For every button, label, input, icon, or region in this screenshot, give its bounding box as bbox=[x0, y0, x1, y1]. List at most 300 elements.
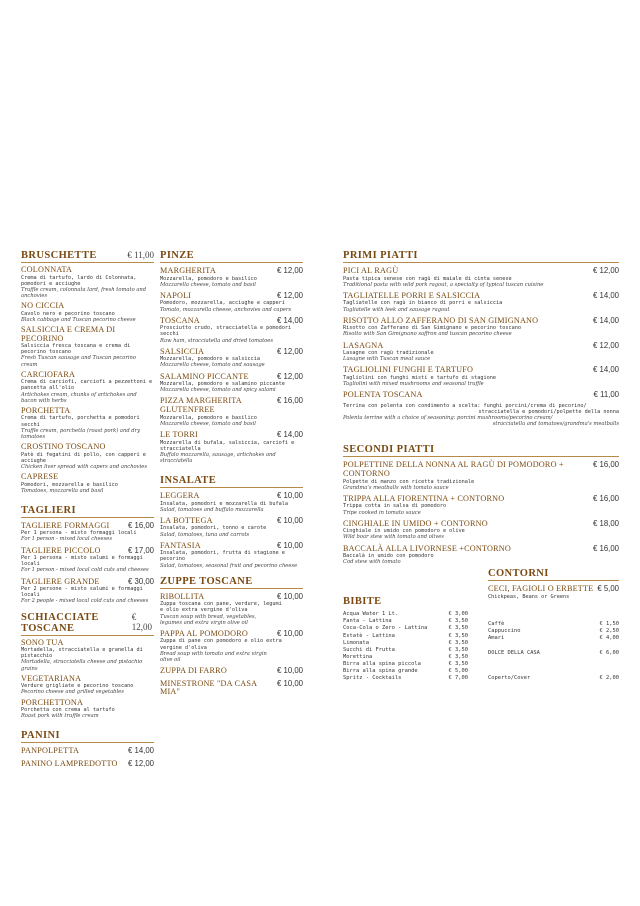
secondi-item-desc: Polpette di manzo con ricetta tradizionale bbox=[343, 478, 475, 485]
zuppe-item-row bbox=[160, 679, 303, 697]
bibite-row bbox=[343, 654, 468, 661]
zuppe-item-price: € 10,00 bbox=[276, 591, 303, 601]
panini-item-name: PANINO LAMPREDOTTO bbox=[21, 759, 118, 769]
pinze-item-row bbox=[160, 372, 303, 382]
pinze-item-desc-en: Mozzarella cheese, tomato and spicy salami bbox=[160, 387, 276, 394]
contorni-item-name: CECI, FAGIOLI O ERBETTE bbox=[488, 584, 594, 594]
schiacciate-item-row bbox=[21, 699, 154, 708]
dolce-row bbox=[488, 650, 619, 657]
bruschette-list bbox=[21, 266, 154, 494]
pinze-item-desc: Mozzarella, pomodoro e basilico bbox=[160, 414, 257, 421]
zuppe-item-row bbox=[160, 666, 303, 676]
pinze-item-price: € 14,00 bbox=[276, 429, 303, 439]
bruschette-item bbox=[21, 266, 154, 299]
secondi-list bbox=[343, 460, 619, 565]
bibite-row bbox=[343, 675, 468, 682]
bottom-area bbox=[343, 568, 619, 708]
primi-list bbox=[343, 266, 619, 400]
taglieri-item-row bbox=[21, 546, 154, 556]
bruschette-item-desc-en: Chicken liver spread with capers and anchovies bbox=[21, 463, 148, 470]
pinze-item-name: NAPOLI bbox=[160, 290, 192, 300]
bruschette-item bbox=[21, 443, 154, 470]
primi-header bbox=[343, 250, 619, 263]
insalate-item-row bbox=[160, 516, 303, 526]
primi-item-desc: Lasagne con ragù tradizionale bbox=[343, 350, 434, 357]
insalate-title: INSALATE bbox=[160, 475, 217, 486]
bruschette-item bbox=[21, 302, 154, 323]
bruschette-item-desc-en: Tomatoes, mozzarella and basil bbox=[21, 487, 104, 494]
zuppe-item-desc-en: legumes and extra virgin olive oil bbox=[160, 619, 248, 626]
taglieri-item-price: € 17,00 bbox=[127, 545, 154, 555]
bruschette-item bbox=[21, 407, 154, 440]
bruschette-item-desc: Patè di fegatini di pollo, con capperi e acciughe bbox=[21, 451, 146, 464]
schiacciate-header bbox=[21, 612, 154, 636]
zuppe-item bbox=[160, 592, 303, 626]
pinze-item-row bbox=[160, 396, 303, 414]
primi-item-desc: Risotto con Zafferano di San Gimignano e pecorino toscano bbox=[343, 325, 522, 332]
schiacciate-item-desc-en: Pecorino cheese and grilled vegetables bbox=[21, 689, 124, 696]
bibite-name: Fanta - Lattina bbox=[343, 618, 392, 625]
pinze-item-desc: Mozzarella, pomodoro e salamino piccante bbox=[160, 381, 285, 388]
bibite-name: Acqua Water 1 Lt. bbox=[343, 611, 399, 618]
schiacciate-item-desc-en: Mortadella, stracciatella cheese and pistachio grains bbox=[21, 659, 143, 672]
pinze-item-row bbox=[160, 291, 303, 301]
pinze-item-desc-en: Buffalo mozzarella, sausage, artichokes and stracciatella bbox=[160, 451, 276, 464]
bruschette-item-desc-en: Artichokes cream, chunks of artichokes and bacon with herbs bbox=[21, 391, 137, 404]
bruschette-item-row bbox=[21, 326, 154, 343]
panini-item-price: € 12,00 bbox=[127, 759, 154, 769]
schiacciate-item-row bbox=[21, 639, 154, 648]
schiacciate-item-name: VEGETARIANA bbox=[21, 673, 82, 683]
pinze-item-name: MARGHERITA bbox=[160, 266, 216, 275]
insalate-item-desc: Insalata, pomodori e mozzarella di bufala bbox=[160, 500, 289, 507]
taglieri-item-name: TAGLIERE PICCOLO bbox=[21, 545, 101, 555]
taglieri-item-desc: Per 1 persona - misto salumi e formaggi locali bbox=[21, 555, 143, 568]
other-row bbox=[488, 621, 619, 628]
taglieri-header bbox=[21, 505, 154, 518]
bibite-price: € 3,50 bbox=[448, 660, 468, 667]
pinze-header bbox=[160, 250, 303, 263]
primi-item-row bbox=[343, 390, 619, 400]
bibite-row bbox=[343, 640, 468, 647]
schiacciate-title: SCHIACCIATE TOSCANE bbox=[21, 611, 99, 634]
primi-item-desc-en: Risotto with San Gimignano saffron and tuscan pecorino cheese bbox=[343, 331, 512, 338]
zuppe-title: ZUPPE TOSCANE bbox=[160, 575, 253, 587]
primi-item-price: € 14,00 bbox=[592, 365, 619, 375]
secondi-item-name: POLPETTINE DELLA NONNA AL RAGÙ DI POMODORO + CONTORNO bbox=[343, 460, 564, 479]
pinze-item bbox=[160, 316, 303, 344]
taglieri-item-desc-en: For 2 people - mixed local cold cuts and cheeses bbox=[21, 598, 149, 605]
pinze-item bbox=[160, 396, 303, 426]
pinze-item-name: SALSICCIA bbox=[160, 346, 205, 356]
primi-item-desc-en: Traditional pasta with wild pork ragout, a specialty of typical tuscan cuisine bbox=[343, 281, 544, 288]
column-left bbox=[21, 250, 154, 772]
insalate-item-desc-en: Salad, tomatoes, seasonal fruit and pecorino cheese bbox=[160, 562, 298, 569]
primi-item-price: € 12,00 bbox=[592, 266, 619, 275]
insalate-item bbox=[160, 541, 303, 569]
zuppe-item bbox=[160, 629, 303, 663]
bibite-price: € 7,00 bbox=[448, 674, 468, 681]
primi-item bbox=[343, 341, 619, 363]
pinze-item-price: € 14,00 bbox=[276, 315, 303, 325]
bruschette-item-row bbox=[21, 266, 154, 275]
secondi-item-desc: Cinghiale in umido con pomodoro e olive bbox=[343, 528, 465, 535]
panini-item bbox=[21, 759, 154, 769]
primi-item-desc-en: Tagliolini with mixed mushrooms and seasonal truffle bbox=[343, 381, 484, 388]
pinze-item bbox=[160, 372, 303, 394]
primi-item-name: TAGLIOLINI FUNGHI E TARTUFO bbox=[343, 365, 474, 375]
insalate-item-price: € 10,00 bbox=[276, 540, 303, 550]
schiacciate-item-name: SONO TUA bbox=[21, 637, 64, 647]
primi-item-price: € 14,00 bbox=[592, 290, 619, 300]
pinze-item-price: € 12,00 bbox=[276, 266, 303, 275]
bruschette-item-desc: Salsiccia fresca toscana e crema di pecorino toscano bbox=[21, 343, 131, 356]
bruschette-item-name: CARCIOFARA bbox=[21, 369, 76, 379]
bruschette-title: BRUSCHETTE bbox=[21, 250, 97, 261]
pinze-item-price: € 12,00 bbox=[276, 290, 303, 300]
insalate-item-name: LEGGERA bbox=[160, 491, 200, 500]
bibite-price: € 3,50 bbox=[448, 632, 468, 639]
bibite-price: € 3,50 bbox=[448, 646, 468, 653]
schiacciate-list bbox=[21, 639, 154, 720]
schiacciate-item-name: PORCHETTONA bbox=[21, 697, 84, 707]
polenta-desc-en-2: stracciatella and tomatoes/grandma's meatballs bbox=[492, 421, 619, 428]
primi-item-price: € 14,00 bbox=[592, 315, 619, 325]
insalate-item-desc-en: Salad, tomatoes, tuna and carrots bbox=[160, 531, 250, 538]
pinze-item-name: TOSCANA bbox=[160, 315, 200, 325]
bruschette-item-desc: Cavolo nero e pecorino toscano bbox=[21, 310, 115, 317]
bruschette-item-row bbox=[21, 371, 154, 380]
pinze-item-name: PIZZA MARGHERITA GLUTENFREE bbox=[160, 396, 242, 415]
panini-item-name: PANPOLPETTA bbox=[21, 746, 80, 756]
taglieri-item-name: TAGLIERE GRANDE bbox=[21, 576, 100, 586]
taglieri-item bbox=[21, 577, 154, 605]
bruschette-item bbox=[21, 371, 154, 404]
zuppe-item-desc: e olio extra vergine d'oliva bbox=[160, 607, 248, 614]
secondi-item bbox=[343, 544, 619, 566]
bibite-name: Coca-Cola o Zero - Lattina bbox=[343, 625, 428, 632]
panini-item bbox=[21, 746, 154, 756]
taglieri-item-desc: Per 2 persone - misto salumi e formaggi locali bbox=[21, 586, 143, 599]
zuppe-list bbox=[160, 592, 303, 697]
taglieri-item-name: TAGLIERE FORMAGGI bbox=[21, 520, 110, 530]
other-row bbox=[488, 628, 619, 635]
primi-item-row bbox=[343, 341, 619, 351]
taglieri-item-price: € 16,00 bbox=[127, 520, 154, 530]
secondi-item-name: CINGHIALE IN UMIDO + CONTORNO bbox=[343, 518, 488, 528]
taglieri-list bbox=[21, 521, 154, 605]
primi-item-name: PICI AL RAGÙ bbox=[343, 266, 399, 275]
secondi-item-desc: Trippa cotta in salsa di pomodoro bbox=[343, 503, 447, 510]
bruschette-item-name: NO CICCIA bbox=[21, 301, 65, 311]
insalate-item bbox=[160, 491, 303, 513]
schiacciate-item bbox=[21, 639, 154, 672]
pinze-item-row bbox=[160, 266, 303, 276]
taglieri-item-row bbox=[21, 577, 154, 587]
zuppe-item-price: € 10,00 bbox=[276, 678, 303, 688]
bibite-name: Succhi di Frutta bbox=[343, 646, 395, 653]
insalate-item-desc: Insalata, pomodori, frutta di stagione e pecorino bbox=[160, 550, 285, 563]
bibite-section bbox=[343, 596, 468, 681]
bruschette-item-name: CROSTINO TOSCANO bbox=[21, 441, 106, 451]
schiacciate-item-desc: Mortadella, stracciatella e granella di pistacchio bbox=[21, 647, 143, 660]
pinze-item-desc-en: Mozzarella cheese, tomato and sausage bbox=[160, 362, 265, 369]
other-name: Cappuccino bbox=[488, 628, 521, 635]
bruschette-item-desc: Crema di tartufo, porchetta e pomodori secchi bbox=[21, 415, 140, 428]
pinze-item-desc: Mozzarella, pomodoro e salsiccia bbox=[160, 356, 260, 363]
polenta-desc-en-1: Polenta terrine with a choice of seasoning: porcini mushrooms/pecorino cream/ bbox=[343, 415, 553, 422]
bibite-list bbox=[343, 611, 468, 681]
panini-item-row bbox=[21, 759, 154, 769]
zuppe-item-price: € 10,00 bbox=[276, 628, 303, 638]
dolce-name: DOLCE DELLA CASA bbox=[488, 650, 540, 657]
primi-item-name: RISOTTO ALLO ZAFFERANO DI SAN GIMIGNANO bbox=[343, 315, 539, 325]
pinze-item-name: SALAMINO PICCANTE bbox=[160, 371, 249, 381]
contorni-item-price: € 5,00 bbox=[597, 584, 619, 594]
zuppe-item-desc: vergine d'oliva bbox=[160, 644, 207, 651]
zuppe-item-desc: Zuppa di pane con pomodoro e olio extra bbox=[160, 638, 282, 645]
primi-item-row bbox=[343, 266, 619, 276]
schiacciate-item-row bbox=[21, 675, 154, 684]
bibite-name: Limonata bbox=[343, 639, 369, 646]
pinze-item bbox=[160, 266, 303, 288]
bibite-price: € 3,50 bbox=[448, 639, 468, 646]
pinze-item-row bbox=[160, 430, 303, 440]
secondi-item-row bbox=[343, 494, 619, 504]
secondi-item-desc: Baccalà in umido con pomodoro bbox=[343, 553, 434, 560]
bruschette-item-desc: Crema di tartufo, lardo di Colonnata, pomodori e acciughe bbox=[21, 274, 137, 287]
secondi-item-name: BACCALÀ ALLA LIVORNESE +CONTORNO bbox=[343, 543, 512, 553]
panini-title: PANINI bbox=[21, 730, 60, 742]
primi-item bbox=[343, 291, 619, 313]
schiacciate-item-desc: Porchetta con crema al tartufo bbox=[21, 707, 115, 714]
bibite-name: Morettina bbox=[343, 653, 373, 660]
secondi-title: SECONDI PIATTI bbox=[343, 444, 435, 456]
pinze-item bbox=[160, 291, 303, 313]
pinze-item-desc: Mozzarella di bufala, salsiccia, carciofi e stracciatella bbox=[160, 439, 295, 452]
bibite-row bbox=[343, 633, 468, 640]
pinze-item-row bbox=[160, 316, 303, 326]
primi-item-name: TAGLIATELLE PORRI E SALSICCIA bbox=[343, 290, 481, 300]
pinze-item bbox=[160, 430, 303, 464]
bibite-name: Estatè - Lattina bbox=[343, 632, 395, 639]
taglieri-item bbox=[21, 546, 154, 574]
bibite-price: € 3,00 bbox=[448, 611, 468, 618]
bibite-row bbox=[343, 618, 468, 625]
taglieri-item bbox=[21, 521, 154, 543]
primi-item-name: LASAGNA bbox=[343, 340, 384, 350]
insalate-item-price: € 10,00 bbox=[276, 491, 303, 500]
secondi-header bbox=[343, 444, 619, 457]
secondi-item-desc-en: Wild boar stew with tomato and olives bbox=[343, 534, 444, 541]
zuppe-item-row bbox=[160, 592, 303, 602]
pinze-item-desc-en: Raw ham, stracciatella and dried tomatoes bbox=[160, 337, 274, 344]
taglieri-item-desc: Per 1 persona - misto formaggi locali bbox=[21, 530, 137, 537]
insalate-list bbox=[160, 491, 303, 569]
primi-item-desc-en: Lasagne with Tuscan meat sauce bbox=[343, 356, 431, 363]
contorni-item-desc: Chickpeas, Beans or Greens bbox=[488, 594, 570, 601]
pinze-item-desc-en: Mozzarella cheese, tomato and basil bbox=[160, 420, 256, 427]
pinze-item-row bbox=[160, 347, 303, 357]
bruschette-item-desc: Pomodori, mozzarella e basilico bbox=[21, 481, 118, 488]
bruschette-item-name: CAPRESE bbox=[21, 471, 59, 481]
primi-item-desc: Pasta tipica senese con ragù di maiale di cinta senese bbox=[343, 275, 512, 282]
contorni-item bbox=[488, 584, 619, 600]
bruschette-item-row bbox=[21, 302, 154, 311]
bruschette-header bbox=[21, 250, 154, 263]
taglieri-item-row bbox=[21, 521, 154, 531]
panini-list bbox=[21, 746, 154, 768]
polenta-description bbox=[343, 403, 619, 428]
pinze-title: PINZE bbox=[160, 250, 195, 261]
pinze-item-desc: Pomodoro, mozzarella, acciughe e capperi bbox=[160, 300, 285, 307]
taglieri-item-price: € 30,00 bbox=[127, 576, 154, 586]
insalate-item-desc: Insalata, pomodori, tonno e carote bbox=[160, 525, 267, 532]
insalate-item-name: FANTASIA bbox=[160, 540, 201, 550]
primi-title: PRIMI PIATTI bbox=[343, 250, 418, 261]
zuppe-item-desc: Zuppa toscana con pane, verdure, legumi bbox=[160, 601, 282, 608]
other-price: € 4,00 bbox=[599, 635, 619, 642]
dolce-price: € 6,00 bbox=[599, 650, 619, 657]
coperto-price: € 2,00 bbox=[599, 675, 619, 682]
insalate-item-name: LA BOTTEGA bbox=[160, 515, 213, 525]
zuppe-item bbox=[160, 666, 303, 676]
polenta-desc-it-1: Terrina con polenta con condimento a scelta: funghi porcini/crema di pecorino/ bbox=[343, 402, 587, 409]
pinze-item-name: LE TORRI bbox=[160, 429, 198, 439]
bruschette-item-row bbox=[21, 473, 154, 482]
bruschette-item-desc-en: Black cabbage and Tuscan pecorino cheese bbox=[21, 316, 136, 323]
zuppe-item-desc-en: olive oil bbox=[160, 656, 181, 663]
bibite-price: € 5,00 bbox=[448, 667, 468, 674]
secondi-item-desc-en: Cod stew with tomato bbox=[343, 559, 401, 566]
zuppe-item-desc-en: Bread soup with tomato and extra virgin bbox=[160, 650, 267, 657]
bibite-header bbox=[343, 596, 468, 608]
bibite-name: Birra alla spina grande bbox=[343, 667, 418, 674]
insalate-item-row bbox=[160, 541, 303, 551]
other-row bbox=[488, 635, 619, 642]
bruschette-item-row bbox=[21, 407, 154, 416]
zuppe-item-name: MINESTRONE "DA CASA MIA" bbox=[160, 678, 257, 697]
bibite-row bbox=[343, 647, 468, 654]
bibite-row bbox=[343, 611, 468, 618]
schiacciate-item bbox=[21, 675, 154, 696]
insalate-item-row bbox=[160, 491, 303, 501]
pinze-item-desc-en: Mozzarella cheese, tomato and basil bbox=[160, 281, 256, 288]
pinze-item-desc: Prosciutto crudo, stracciatella e pomodori secchi bbox=[160, 325, 292, 338]
bibite-price: € 3,50 bbox=[448, 653, 468, 660]
coperto-row bbox=[488, 675, 619, 682]
panini-item-price: € 14,00 bbox=[127, 746, 154, 756]
bruschette-item bbox=[21, 473, 154, 494]
secondi-item-row bbox=[343, 519, 619, 529]
zuppe-item-name: PAPPA AL POMODORO bbox=[160, 628, 249, 638]
zuppe-item-row bbox=[160, 629, 303, 639]
primi-item-desc: Tagliatelle con ragù in bianco di porri e salsiccia bbox=[343, 300, 503, 307]
primi-item bbox=[343, 316, 619, 338]
secondi-item-price: € 18,00 bbox=[592, 518, 619, 528]
taglieri-item-desc-en: For 1 person - mixed local cheeses bbox=[21, 536, 112, 543]
secondi-item-desc-en: Tripe cooked in tomato sauce bbox=[343, 509, 421, 516]
primi-item-price: € 11,00 bbox=[593, 390, 619, 400]
zuppe-item-name: RIBOLLITA bbox=[160, 591, 205, 601]
bibite-name: Birra alla spina piccola bbox=[343, 660, 421, 667]
zuppe-header bbox=[160, 576, 303, 589]
taglieri-title: TAGLIERI bbox=[21, 504, 76, 516]
schiacciate-item bbox=[21, 699, 154, 720]
bruschette-item-desc-en: Truffle cream, porchetta (roast pork) and dry tomatoes bbox=[21, 427, 141, 440]
bruschette-item bbox=[21, 326, 154, 368]
zuppe-item-price: € 10,00 bbox=[276, 665, 303, 675]
pinze-item-desc-en: Tomato, mozzarella cheese, anchovies and capers bbox=[160, 306, 292, 313]
primi-item bbox=[343, 365, 619, 387]
bibite-row bbox=[343, 668, 468, 675]
secondi-item bbox=[343, 460, 619, 490]
pinze-list bbox=[160, 266, 303, 464]
secondi-item bbox=[343, 519, 619, 541]
primi-item-desc-en: Tagliatelle with leek and sausage ragout bbox=[343, 306, 450, 313]
secondi-item-desc-en: Grandma's meatballs with tomato sauce bbox=[343, 484, 449, 491]
contorni-header bbox=[488, 568, 619, 581]
secondi-item bbox=[343, 494, 619, 516]
bruschette-item-row bbox=[21, 443, 154, 452]
insalate-item-desc-en: Salad, tomatoes and buffalo mozzarella bbox=[160, 506, 264, 513]
pinze-item-price: € 12,00 bbox=[276, 346, 303, 356]
bibite-price: € 3,50 bbox=[448, 618, 468, 625]
bruschette-item-desc-en: Fresh Tuscan sausage and Tuscan pecorino cream bbox=[21, 355, 137, 368]
column-middle bbox=[160, 250, 303, 700]
bibite-price: € 3,50 bbox=[448, 625, 468, 632]
secondi-item-price: € 16,00 bbox=[592, 543, 619, 553]
primi-item-desc: Tagliolini con funghi misti e tartufo di stagione bbox=[343, 375, 497, 382]
bruschette-item-desc-en: Truffle cream, colonnata lard, fresh tomato and anchovies bbox=[21, 286, 147, 299]
coperto-name: Coperto/Cover bbox=[488, 675, 531, 682]
panini-item-row bbox=[21, 746, 154, 756]
secondi-item-price: € 16,00 bbox=[592, 493, 619, 503]
secondi-item-name: TRIPPA ALLA FIORENTINA + CONTORNO bbox=[343, 493, 505, 503]
other-price: € 2,50 bbox=[599, 628, 619, 635]
insalate-item-price: € 10,00 bbox=[276, 515, 303, 525]
primi-item-row bbox=[343, 365, 619, 375]
contorni-section bbox=[488, 568, 619, 682]
polenta-desc-it-2: stracciatella e pomodori/polpette della nonna bbox=[478, 409, 619, 416]
bruschette-item-name: SALSICCIA E CREMA DI PECORINO bbox=[21, 324, 116, 343]
bruschette-price: € 11,00 bbox=[127, 250, 154, 260]
pinze-item-price: € 16,00 bbox=[276, 396, 303, 406]
insalate-item bbox=[160, 516, 303, 538]
schiacciate-price: € 12,00 bbox=[131, 611, 152, 632]
panini-header bbox=[21, 730, 154, 743]
primi-item-price: € 12,00 bbox=[592, 340, 619, 350]
schiacciate-item-desc: Verdure grigliate e pecorino toscano bbox=[21, 683, 134, 690]
bibite-title: BIBITE bbox=[343, 596, 382, 608]
primi-item-name: POLENTA TOSCANA bbox=[343, 390, 423, 400]
other-list bbox=[488, 621, 619, 642]
column-right bbox=[343, 250, 619, 708]
zuppe-item bbox=[160, 679, 303, 697]
insalate-header bbox=[160, 475, 303, 488]
primi-item bbox=[343, 390, 619, 400]
pinze-item bbox=[160, 347, 303, 369]
schiacciate-item-desc-en: Roast pork with truffle cream bbox=[21, 713, 99, 720]
bibite-row bbox=[343, 661, 468, 668]
other-price: € 1,50 bbox=[599, 621, 619, 628]
zuppe-item-name: ZUPPA DI FARRO bbox=[160, 665, 227, 675]
bruschette-item-name: COLONNATA bbox=[21, 265, 73, 274]
bibite-name: Spritz - Cocktails bbox=[343, 674, 402, 681]
secondi-item-row bbox=[343, 544, 619, 554]
secondi-item-price: € 16,00 bbox=[592, 460, 619, 470]
pinze-item-desc: Mozzarella, pomodoro e basilico bbox=[160, 275, 257, 282]
